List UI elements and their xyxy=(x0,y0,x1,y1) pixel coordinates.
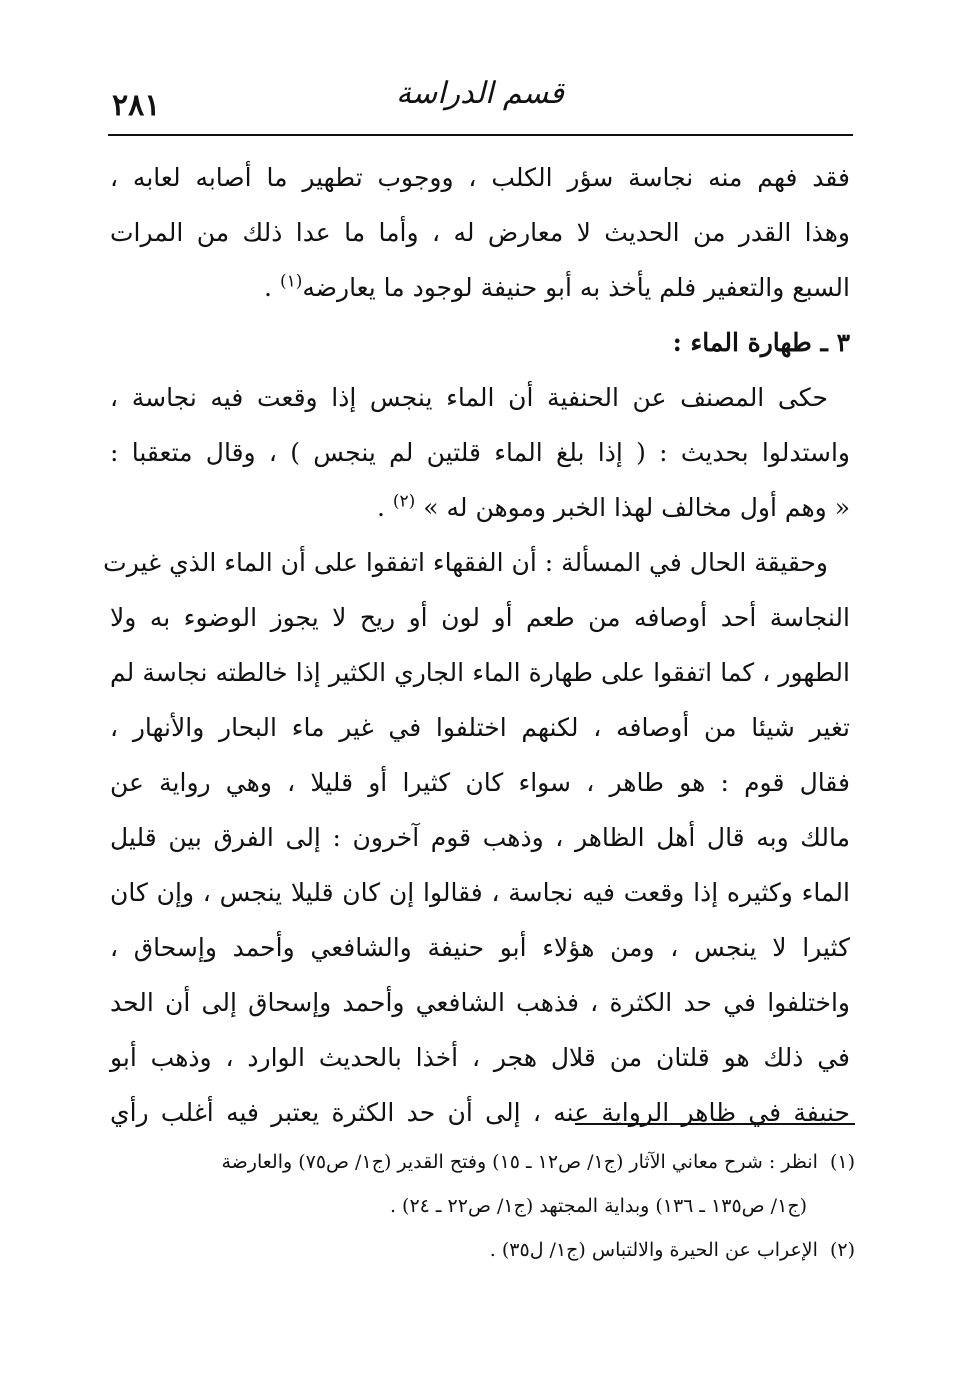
text-line: في ذلك هو قلتان من قلال هجر ، أخذا بالحديث الوارد ، وذهب أبو xyxy=(110,1043,850,1072)
footnote-text: الإعراب عن الحيرة والالتباس (ج١/ ل٣٥) . xyxy=(489,1239,818,1261)
footnote-1 xyxy=(110,1140,855,1184)
section-heading: ٣ ـ طهارة الماء : xyxy=(672,328,850,357)
text-line: فقال قوم : هو طاهر ، سواء كان كثيرا أو قليلا ، وهي رواية عن xyxy=(110,768,850,797)
footnote-2 xyxy=(110,1228,855,1272)
footnotes xyxy=(110,1140,855,1272)
page-number: ٢٨١ xyxy=(112,88,161,123)
text-line: الماء وكثيره إذا وقعت فيه نجاسة ، فقالوا إن كان قليلا ينجس ، وإن كان xyxy=(110,878,850,907)
text-line xyxy=(110,260,850,315)
footnote-ref-2[interactable]: (٢) xyxy=(392,491,416,512)
footnote-text: انظر : شرح معاني الآثار (ج١/ ص١٢ ـ ١٥) وفتح القدير (ج١/ ص٧٥) والعارضة xyxy=(221,1151,818,1173)
text-line: تغير شيئا من أوصافه ، لكنهم اختلفوا في غير ماء البحار والأنهار ، xyxy=(110,713,850,742)
footnote-1-continuation: (ج١/ ص١٣٥ ـ ١٣٦) وبداية المجتهد (ج١/ ص٢٢ ـ ٢٤) . xyxy=(389,1195,807,1217)
period: . xyxy=(376,493,385,522)
text-line: مالك وبه قال أهل الظاهر ، وذهب قوم آخرون : إلى الفرق بين قليل xyxy=(110,823,850,852)
body-text xyxy=(103,150,850,1140)
text-line: وحقيقة الحال في المسألة : أن الفقهاء اتفقوا على أن الماء الذي غيرت xyxy=(103,548,828,577)
text-line: واستدلوا بحديث : ( إذا بلغ الماء قلتين لم ينجس ) ، وقال متعقبا : xyxy=(110,438,850,467)
footnote-rule xyxy=(575,1123,855,1125)
text-line: الطهور ، كما اتفقوا على طهارة الماء الجاري الكثير إذا خالطته نجاسة لم xyxy=(110,658,850,687)
text-line: حنيفة في ظاهر الرواية عنه ، إلى أن حد الكثرة يعتبر فيه أغلب رأي xyxy=(110,1098,850,1127)
text-line: وهذا القدر من الحديث لا معارض له ، وأما ما عدا ذلك من المرات xyxy=(110,218,850,247)
text-line: النجاسة أحد أوصافه من طعم أو لون أو ريح لا يجوز الوضوء به ولا xyxy=(110,603,850,632)
footnote-marker: (١) xyxy=(829,1151,855,1173)
period: . xyxy=(264,273,272,302)
running-title: قسم الدراسة xyxy=(396,76,564,111)
text-line: فقد فهم منه نجاسة سؤر الكلب ، ووجوب تطهير ما أصابه لعابه ، xyxy=(110,163,850,192)
text-line: كثيرا لا ينجس ، ومن هؤلاء أبو حنيفة والشافعي وأحمد وإسحاق ، xyxy=(110,933,850,962)
text-line: حكى المصنف عن الحنفية أن الماء ينجس إذا وقعت فيه نجاسة ، xyxy=(110,383,828,412)
line-text: « وهم أول مخالف لهذا الخبر وموهن له » xyxy=(423,493,850,522)
text-line xyxy=(110,480,850,535)
footnote-ref-1[interactable]: (١) xyxy=(279,271,303,292)
text-line: واختلفوا في حد الكثرة ، فذهب الشافعي وأحمد وإسحاق إلى أن الحد xyxy=(110,988,850,1017)
header-rule xyxy=(108,134,853,136)
line-text: السبع والتعفير فلم يأخذ به أبو حنيفة لوجود ما يعارضه xyxy=(302,273,850,302)
footnote-marker: (٢) xyxy=(829,1239,855,1261)
